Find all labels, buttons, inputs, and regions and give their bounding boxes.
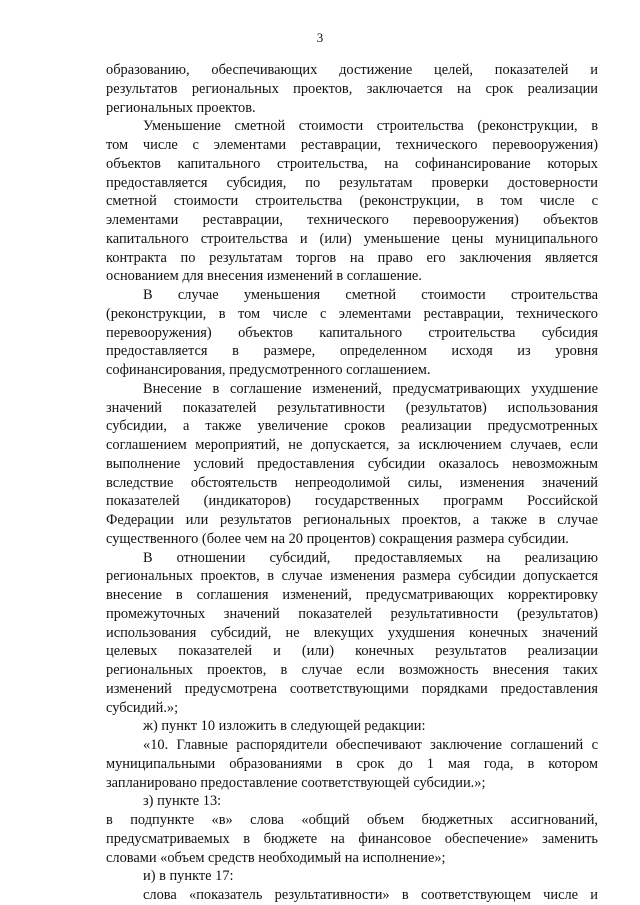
text-line: региональных проектов. <box>106 99 256 116</box>
text-line: запланировано предоставление соответствующей субсидии.»; <box>106 774 486 791</box>
text-line: В отношении субсидий, предоставляемых на реализацию <box>143 549 598 566</box>
text-line: целевых показателей и (или) конечных результатов реализации <box>106 643 598 660</box>
text-line: соглашением мероприятий, не допускается, за исключением случаев, если <box>106 437 598 453</box>
text-line: з) пункте 13: <box>143 793 222 810</box>
page-number: 3 <box>316 30 324 45</box>
text-line: основанием для внесения изменений в соглашение. <box>106 268 422 285</box>
text-line: предусматриваемых в бюджете на финансовое обеспечение» заменить <box>106 830 598 847</box>
text-line: предоставляется в размере, определенном исходя из уровня <box>106 343 598 360</box>
body-text <box>106 61 598 905</box>
text-line: Внесение в соглашение изменений, предусматривающих ухудшение <box>143 380 598 397</box>
text-line: существенного (более чем на 20 процентов) сокращения размера субсидии. <box>106 530 569 547</box>
text-line: слова «показатель результативности» в соответствующем числе и <box>143 887 598 903</box>
text-line: муниципальными образованиями в срок до 1 мая года, в котором <box>106 755 598 772</box>
text-line: выполнение условий предоставления субсидии оказалось невозможным <box>106 455 598 472</box>
text-line: софинансирования, предусмотренного соглашением. <box>106 362 431 378</box>
text-line: капитального строительства и (или) уменьшение цены муниципального <box>106 230 598 247</box>
text-line: Федерации или результатов региональных проектов, а также в случае <box>106 512 598 528</box>
text-line: В случае уменьшения сметной стоимости строительства <box>143 287 598 303</box>
text-line: контракта по результатам торгов на право его заключения является <box>106 249 598 266</box>
text-line: результатов региональных проектов, заключается на срок реализации <box>106 80 598 97</box>
text-line: предоставляется субсидия, по результатам проверки достоверности <box>106 174 598 191</box>
text-line: значений показателей результативности (результатов) использования <box>106 399 598 416</box>
text-line: субсидий.»; <box>106 699 179 716</box>
text-line: и) в пункте 17: <box>143 868 234 885</box>
text-line: перевооружения) объектов капитального строительства субсидия <box>106 324 598 341</box>
text-line: образованию, обеспечивающих достижение целей, показателей и <box>106 62 598 78</box>
text-line: ж) пункт 10 изложить в следующей редакции: <box>143 718 426 735</box>
text-line: промежуточных значений показателей результативности (результатов) <box>106 605 598 622</box>
text-line: словами «объем средств необходимый на исполнение»; <box>106 849 446 866</box>
text-line: сметной стоимости строительства (реконструкции, в том числе с <box>106 193 598 210</box>
text-line: (реконструкции, в том числе с элементами реставрации, технического <box>106 305 598 322</box>
text-line: использования субсидий, не влекущих ухудшения конечных значений <box>106 624 598 641</box>
text-line: объектов капитального строительства, на софинансирование которых <box>106 155 598 172</box>
text-line: субсидии, а также увеличение сроков реализации предусмотренных <box>106 418 598 435</box>
text-line: вследствие обстоятельств непреодолимой силы, изменения значений <box>106 474 598 491</box>
text-line: «10. Главные распорядители обеспечивают заключение соглашений с <box>143 737 598 753</box>
text-line: Уменьшение сметной стоимости строительства (реконструкции, в <box>143 118 598 135</box>
text-line: показателей (индикаторов) государственных программ Российской <box>106 493 598 510</box>
text-line: внесение в соглашения изменений, предусматривающих корректировку <box>106 587 598 603</box>
text-line: региональных проектов, в случае если возможность внесения таких <box>106 662 598 678</box>
text-line: в подпункте «в» слова «общий объем бюджетных ассигнований, <box>106 812 598 828</box>
text-line: том числе с элементами реставрации, технического перевооружения) <box>106 137 598 153</box>
text-line: изменений предусмотрена соответствующими порядками предоставления <box>106 680 598 697</box>
text-line: региональных проектов, в случае изменения размера субсидии допускается <box>106 568 598 585</box>
text-line: элементами реставрации, технического перевооружения) объектов <box>106 212 598 228</box>
